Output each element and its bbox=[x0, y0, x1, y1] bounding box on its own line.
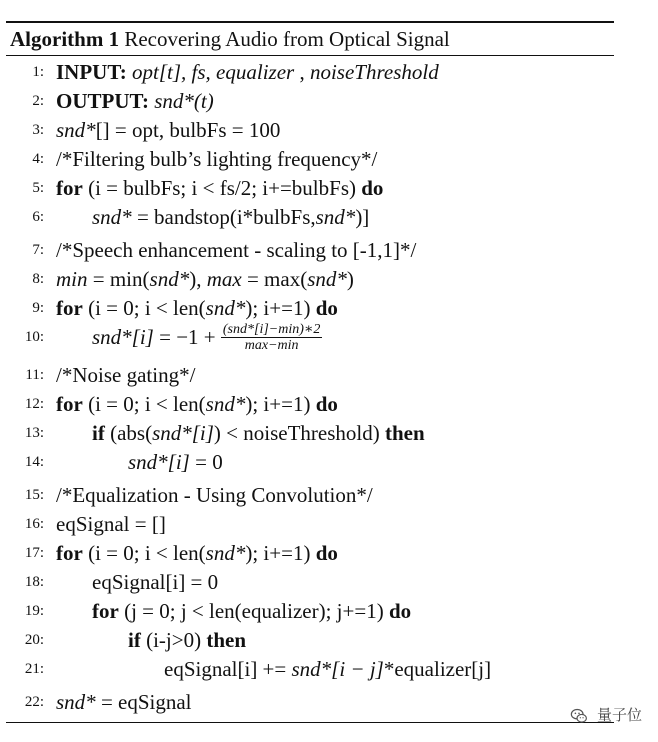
fraction-denominator: max−min bbox=[244, 337, 299, 353]
line-number: 1: bbox=[32, 64, 44, 80]
keyword: then bbox=[206, 628, 247, 652]
code-text: = max( bbox=[241, 267, 308, 291]
math-variable: snd* bbox=[205, 541, 246, 565]
code-text: ); i+=1) bbox=[245, 296, 316, 320]
line-code bbox=[56, 58, 439, 86]
keyword: if bbox=[128, 628, 141, 652]
line-code bbox=[56, 510, 166, 538]
math-variable: noiseThreshold bbox=[309, 60, 439, 84]
algorithm-caption bbox=[10, 25, 450, 53]
line-number: 16: bbox=[24, 516, 44, 532]
bottom-rule bbox=[6, 722, 614, 723]
algorithm-line bbox=[0, 390, 338, 418]
algorithm-line bbox=[0, 539, 338, 567]
code-text: (i-j>0) bbox=[140, 628, 207, 652]
math-variable: snd*(t) bbox=[154, 89, 214, 113]
code-text: ); i+=1) bbox=[245, 541, 316, 565]
code-text: ) < noiseThreshold) bbox=[213, 421, 385, 445]
line-code bbox=[128, 626, 246, 654]
wechat-icon bbox=[570, 707, 588, 725]
math-variable: opt[t], fs, equalizer bbox=[132, 60, 295, 84]
line-code bbox=[56, 174, 383, 202]
math-variable: snd*[i − j] bbox=[291, 657, 384, 681]
algorithm-line bbox=[0, 688, 192, 716]
line-code bbox=[92, 568, 218, 596]
algorithm-title: Recovering Audio from Optical Signal bbox=[124, 27, 450, 51]
top-rule bbox=[6, 21, 614, 23]
line-number: 2: bbox=[32, 93, 44, 109]
line-number: 17: bbox=[24, 545, 44, 561]
line-code bbox=[56, 145, 377, 173]
math-variable: snd* bbox=[205, 296, 246, 320]
code-text: *equalizer[j] bbox=[383, 657, 492, 681]
line-code bbox=[56, 481, 373, 509]
line-code bbox=[164, 655, 491, 683]
math-variable: snd* bbox=[92, 205, 132, 229]
line-code bbox=[92, 597, 411, 625]
keyword: for bbox=[56, 296, 83, 320]
keyword: do bbox=[315, 541, 338, 565]
algorithm-line bbox=[0, 361, 196, 389]
keyword: do bbox=[315, 392, 338, 416]
code-text: eqSignal[i] += bbox=[164, 657, 292, 681]
code-text: /*Speech enhancement - scaling to [-1,1]*/ bbox=[56, 238, 417, 262]
line-number: 14: bbox=[24, 454, 44, 470]
algorithm-line bbox=[0, 481, 373, 509]
watermark-text: 量子位 bbox=[596, 706, 642, 724]
code-text: ); i+=1) bbox=[245, 392, 316, 416]
line-number: 5: bbox=[32, 180, 44, 196]
keyword: for bbox=[92, 599, 119, 623]
fraction bbox=[221, 322, 323, 353]
math-variable: max bbox=[206, 267, 242, 291]
code-text: , bbox=[294, 60, 310, 84]
math-variable: snd* bbox=[56, 118, 96, 142]
algorithm-line bbox=[0, 448, 223, 476]
algorithm-label: Algorithm 1 bbox=[10, 27, 120, 51]
code-text: (i = bulbFs; i < fs/2; i+=bulbFs) bbox=[82, 176, 362, 200]
code-text: (i = 0; i < len( bbox=[82, 296, 206, 320]
line-code bbox=[92, 203, 369, 231]
code-text: = bandstop(i*bulbFs, bbox=[131, 205, 316, 229]
line-code bbox=[56, 265, 354, 293]
keyword: INPUT: bbox=[56, 60, 127, 84]
algorithm-line bbox=[0, 419, 425, 447]
code-text: ) bbox=[346, 267, 354, 291]
line-code bbox=[128, 448, 223, 476]
code-text: = min( bbox=[87, 267, 150, 291]
line-number: 11: bbox=[25, 367, 44, 383]
keyword: do bbox=[315, 296, 338, 320]
line-code bbox=[56, 294, 338, 322]
line-number: 18: bbox=[24, 574, 44, 590]
math-variable: min bbox=[56, 267, 88, 291]
code-text: (i = 0; i < len( bbox=[82, 541, 206, 565]
algorithm-line bbox=[0, 510, 166, 538]
code-text: (abs( bbox=[104, 421, 153, 445]
code-text: /*Equalization - Using Convolution*/ bbox=[56, 483, 373, 507]
algorithm-line bbox=[0, 87, 214, 115]
code-text: = 0 bbox=[189, 450, 223, 474]
line-code bbox=[56, 87, 214, 115]
fraction-numerator: (snd*[i]−min)∗2 bbox=[222, 321, 321, 337]
math-variable: snd*[i] bbox=[92, 325, 154, 349]
algorithm-line bbox=[0, 174, 384, 202]
line-number: 10: bbox=[24, 329, 44, 345]
code-text: = −1 + bbox=[153, 325, 221, 349]
line-code bbox=[56, 539, 338, 567]
algorithm-line bbox=[0, 203, 370, 231]
line-code bbox=[56, 236, 416, 264]
algorithm-line bbox=[0, 116, 281, 144]
algorithm-line bbox=[0, 145, 378, 173]
math-variable: snd* bbox=[307, 267, 347, 291]
line-number: 6: bbox=[32, 209, 44, 225]
watermark bbox=[570, 703, 642, 727]
code-text: eqSignal[i] = 0 bbox=[92, 570, 219, 594]
code-text: /*Noise gating*/ bbox=[56, 363, 196, 387]
keyword: do bbox=[361, 176, 384, 200]
keyword: if bbox=[92, 421, 105, 445]
keyword: OUTPUT: bbox=[56, 89, 149, 113]
line-code bbox=[56, 116, 280, 144]
line-code bbox=[56, 390, 338, 418]
line-number: 12: bbox=[24, 396, 44, 412]
code-text: (i = 0; i < len( bbox=[82, 392, 206, 416]
line-number: 22: bbox=[24, 694, 44, 710]
keyword: for bbox=[56, 176, 83, 200]
algorithm-line bbox=[0, 655, 492, 683]
keyword: then bbox=[384, 421, 425, 445]
math-variable: snd* bbox=[149, 267, 190, 291]
caption-rule bbox=[6, 55, 614, 56]
line-number: 3: bbox=[32, 122, 44, 138]
algorithm-line bbox=[0, 236, 417, 264]
code-text: eqSignal = [] bbox=[56, 512, 166, 536]
line-code bbox=[56, 688, 192, 716]
code-text: )] bbox=[355, 205, 370, 229]
line-number: 21: bbox=[24, 661, 44, 677]
line-number: 20: bbox=[24, 632, 44, 648]
algorithm-line bbox=[0, 597, 412, 625]
math-variable: snd* bbox=[56, 690, 96, 714]
line-number: 13: bbox=[24, 425, 44, 441]
keyword: do bbox=[388, 599, 412, 623]
line-number: 9: bbox=[32, 300, 44, 316]
keyword: for bbox=[56, 541, 83, 565]
line-number: 15: bbox=[24, 487, 44, 503]
algorithm-line bbox=[0, 568, 219, 596]
line-code bbox=[92, 419, 425, 447]
line-code bbox=[56, 361, 195, 389]
line-code bbox=[92, 323, 322, 355]
code-text: [] = opt, bulbFs = 100 bbox=[95, 118, 281, 142]
math-variable: snd* bbox=[205, 392, 246, 416]
math-variable: snd* bbox=[315, 205, 356, 229]
line-number: 4: bbox=[32, 151, 44, 167]
code-text: = eqSignal bbox=[95, 690, 192, 714]
math-variable: snd*[i] bbox=[152, 421, 214, 445]
line-number: 8: bbox=[32, 271, 44, 287]
code-text: (j = 0; j < len(equalizer); j+=1) bbox=[118, 599, 389, 623]
math-variable: snd*[i] bbox=[128, 450, 190, 474]
algorithm-line bbox=[0, 321, 321, 353]
algorithm-line bbox=[0, 265, 354, 293]
algorithm-line bbox=[0, 294, 338, 322]
line-number: 19: bbox=[24, 603, 44, 619]
line-number: 7: bbox=[32, 242, 44, 258]
code-text: ), bbox=[189, 267, 207, 291]
code-text: /*Filtering bulb’s lighting frequency*/ bbox=[56, 147, 378, 171]
algorithm-line bbox=[0, 626, 247, 654]
algorithm-line bbox=[0, 58, 439, 86]
keyword: for bbox=[56, 392, 83, 416]
